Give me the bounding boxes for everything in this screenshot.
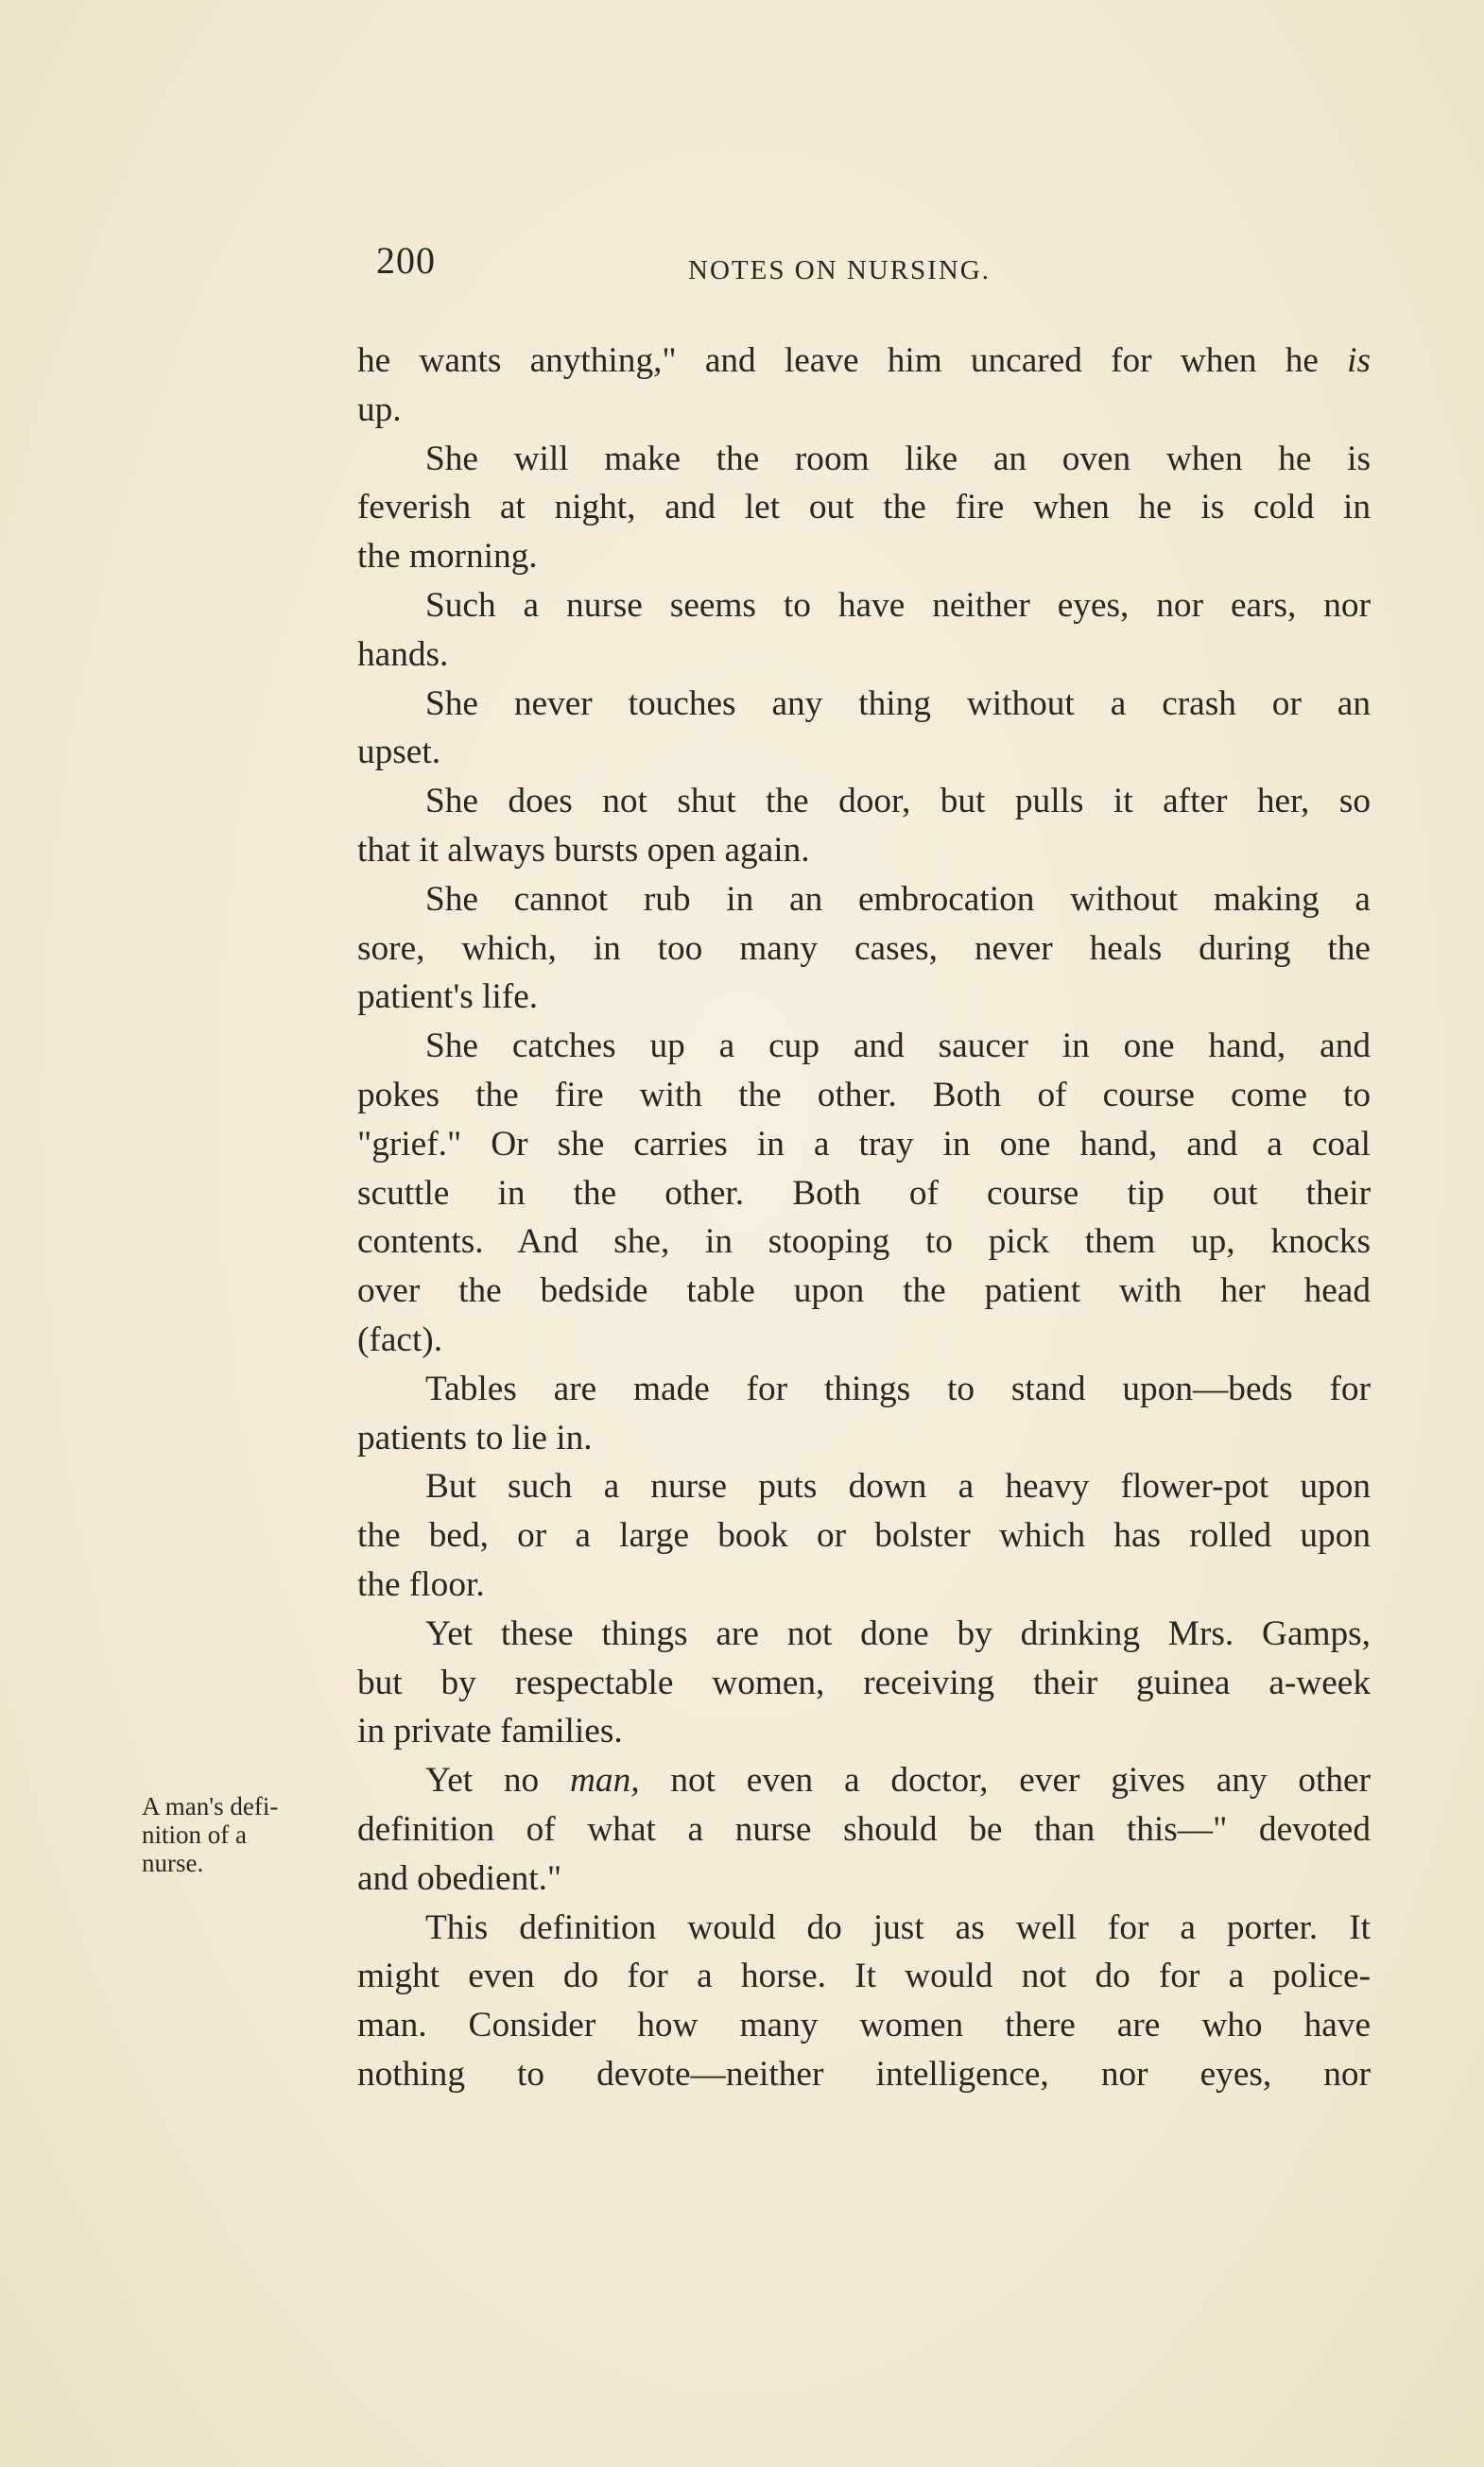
text-line: might even do for a horse. It would not do for a police-: [357, 1957, 1371, 1996]
text-line: (fact).: [357, 1320, 443, 1359]
text-line: but by respectable women, receiving their guinea a-week: [357, 1663, 1371, 1702]
body-text: [357, 336, 1371, 2099]
page-header: [376, 238, 1378, 295]
text-line: She catches up a cup and saucer in one hand, and: [425, 1026, 1371, 1066]
text-line: Tables are made for things to stand upon—beds for: [425, 1369, 1371, 1408]
text-line: feverish at night, and let out the fire when he is cold in: [357, 488, 1371, 527]
running-head: NOTES ON NURSING.: [688, 255, 991, 285]
text-line: that it always bursts open again.: [357, 830, 810, 870]
page-number: 200: [376, 239, 436, 282]
text-line: contents. And she, in stooping to pick them up, knocks: [357, 1222, 1371, 1262]
text-line: man. Consider how many women there are who have: [357, 2006, 1371, 2045]
text-line: the bed, or a large book or bolster which has rolled upon: [357, 1516, 1371, 1556]
text-line: hands.: [357, 634, 449, 674]
margin-note: [142, 1792, 312, 1877]
text-line: Such a nurse seems to have neither eyes, nor ears, nor: [425, 585, 1371, 625]
margin-note-text: A man's defi- nition of a nurse.: [142, 1792, 279, 1877]
text-line: This definition would do just as well for a porter. It: [425, 1907, 1371, 1947]
text-line: patients to lie in.: [357, 1418, 593, 1458]
text-line: She never touches any thing without a crash or an: [425, 683, 1371, 723]
text-line: She does not shut the door, but pulls it after her, so: [425, 782, 1371, 821]
text-line: scuttle in the other. Both of course tip out their: [357, 1173, 1371, 1213]
text-line: sore, which, in too many cases, never heals during the: [357, 928, 1371, 968]
text-line: nothing to devote—neither intelligence, nor eyes, nor: [357, 2054, 1371, 2094]
text-line: in private families.: [357, 1712, 623, 1751]
text-line: "grief." Or she carries in a tray in one hand, and a coal: [357, 1124, 1371, 1164]
text-line: Yet no man, not even a doctor, ever gives any other: [425, 1761, 1371, 1801]
text-line: upset.: [357, 733, 441, 772]
text-line: Yet these things are not done by drinking Mrs. Gamps,: [425, 1613, 1371, 1653]
text-line: patient's life.: [357, 977, 539, 1017]
text-line: definition of what a nurse should be than this—" devoted: [357, 1809, 1371, 1849]
text-line: the floor.: [357, 1564, 485, 1604]
text-line: over the bedside table upon the patient with her head: [357, 1271, 1371, 1311]
text-line: he wants anything," and leave him uncared for when he is: [357, 341, 1371, 380]
text-line: She cannot rub in an embrocation without making a: [425, 879, 1371, 919]
text-line: pokes the fire with the other. Both of course come to: [357, 1075, 1371, 1114]
text-line: But such a nurse puts down a heavy flower-pot upon: [425, 1467, 1371, 1507]
text-line: the morning.: [357, 537, 538, 577]
text-line: and obedient.": [357, 1858, 562, 1898]
text-line: up.: [357, 389, 402, 429]
text-line: She will make the room like an oven when he is: [425, 439, 1371, 478]
